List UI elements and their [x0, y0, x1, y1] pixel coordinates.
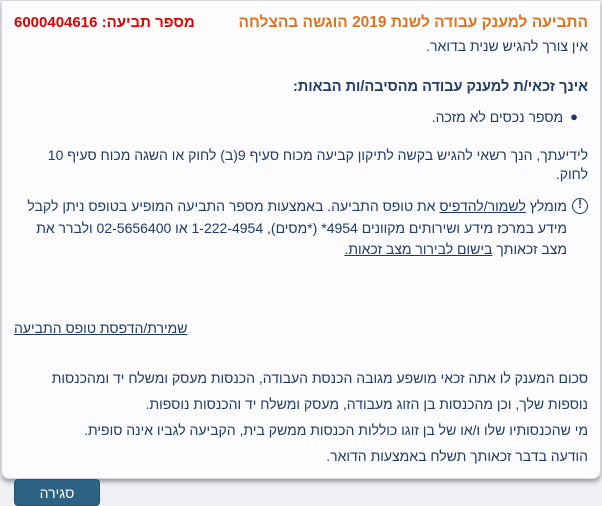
- appeal-notice: לידיעתך, הנך רשאי להגיש בקשה לתיקון קביעה מכוח סעיף 9(ב) לחוק או השגה מכוח סעיף 10 לחוק.: [47, 147, 588, 183]
- button-row: [14, 479, 588, 506]
- rejection-reason-text: מספר נכסים לא מזכה.: [431, 109, 564, 126]
- info-block: [14, 196, 588, 261]
- rejection-reason-item: [14, 108, 588, 127]
- info-prefix: מומלץ: [525, 198, 567, 215]
- status-check-link[interactable]: בישום לבירור מצב זכאות.: [344, 241, 493, 258]
- dialog-header: [14, 13, 588, 34]
- info-middle: את טופס התביעה. באמצעות מספר התביעה המופיע בטופס ניתן לקבל מידע במרכז מידע ושירותים מקוונים 4954* (*מסים), 1-222-4954 או 02-5656400 ולברר את מצב זכאותך: [27, 198, 567, 258]
- success-title: התביעה למענק עבודה לשנת 2019 הוגשה בהצלחה: [238, 14, 588, 31]
- save-print-form-link[interactable]: שמירת/הדפסת טופס התביעה: [14, 319, 188, 336]
- grant-explanation: [14, 365, 588, 469]
- explanation-line: מי שהכנסותיו שלו ו/או של בן זוגו כוללות הכנסות ממשק בית, הקביעה לגביו אינה סופית.: [84, 422, 588, 439]
- exclamation-circle-icon: !: [572, 198, 588, 214]
- save-print-inline-link[interactable]: לשמור/להדפיס: [439, 198, 526, 215]
- close-button[interactable]: סגירה: [14, 479, 100, 506]
- rejection-heading: אינך זכאי/ת למענק עבודה מהסיבה/ות הבאות:: [293, 78, 588, 95]
- no-mail-note: אין צורך להגיש שנית בדואר.: [426, 37, 588, 54]
- explanation-line: הודעה בדבר זכאותך תשלח באמצעות הדואר.: [326, 448, 588, 465]
- claim-result-dialog: [1, 0, 601, 501]
- claim-number: מספר תביעה: 6000404616: [14, 14, 195, 31]
- save-print-row: [14, 319, 588, 338]
- info-text: [14, 196, 567, 261]
- explanation-line: סכום המענק לו אתה זכאי מושפע מגובה הכנסת העבודה, הכנסות מעסק ומשלח יד ומהכנסות נוספות שלך, וכן מהכנסות בן הזוג מעבודה, מעסק ומשלח יד והכנסות נוספות.: [51, 370, 588, 413]
- bullet-icon: ●: [570, 109, 578, 125]
